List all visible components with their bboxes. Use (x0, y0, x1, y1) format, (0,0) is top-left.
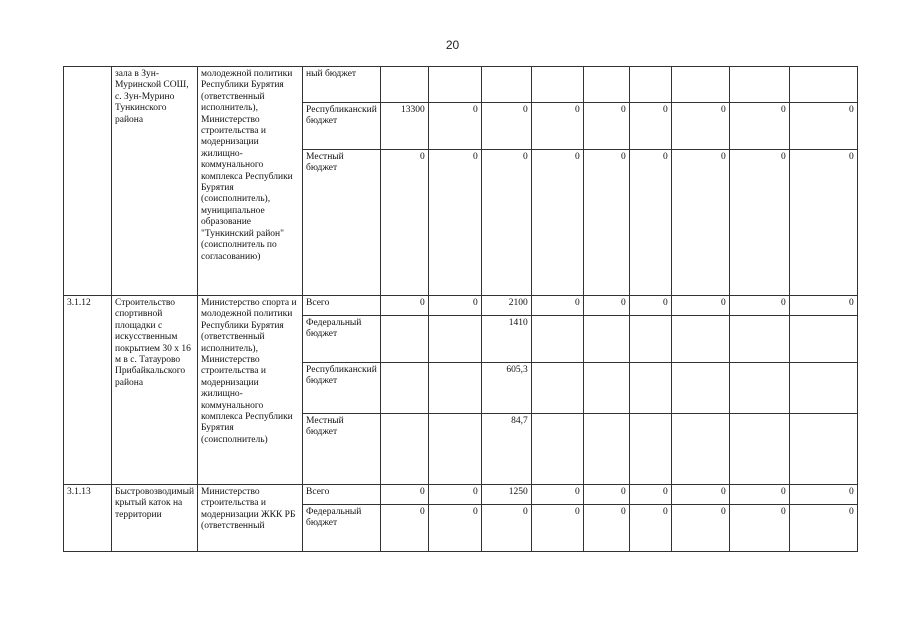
amount-cell: 0 (789, 103, 857, 150)
amount-cell: 0 (671, 103, 729, 150)
measure-name-cell: Строительство спортивной площадки с искусственным покрытием 30 х 16 м в с. Татаурово Прибайкальского района (112, 296, 198, 485)
amount-cell: 0 (729, 296, 789, 316)
amount-cell (428, 316, 481, 363)
amount-cell (729, 316, 789, 363)
amount-cell: 0 (629, 103, 671, 150)
table-row (64, 485, 858, 505)
measure-number-cell (64, 67, 112, 296)
executor-cell: Министерство строительства и модернизации ЖКК РБ (ответственный (198, 485, 303, 552)
amount-cell (428, 363, 481, 414)
executor-cell: Министерство спорта и молодежной политики Республики Бурятия (ответственный исполнитель), Министерство строительства и модернизации жилищно-коммунального комплекса Республики Бурятия (соисполнитель) (198, 296, 303, 485)
amount-cell (729, 67, 789, 103)
amount-cell: 0 (671, 296, 729, 316)
amount-cell: 0 (531, 150, 583, 296)
budget-table (63, 66, 858, 552)
amount-cell: 0 (481, 103, 531, 150)
amount-cell: 13300 (380, 103, 428, 150)
amount-cell (671, 363, 729, 414)
amount-cell: 0 (729, 150, 789, 296)
amount-cell: 0 (481, 150, 531, 296)
amount-cell (789, 363, 857, 414)
amount-cell (531, 67, 583, 103)
amount-cell: 0 (380, 505, 428, 552)
amount-cell: 0 (671, 485, 729, 505)
amount-cell (671, 316, 729, 363)
page-number: 20 (445, 38, 460, 52)
amount-cell: 605,3 (481, 363, 531, 414)
amount-cell: 0 (629, 150, 671, 296)
amount-cell: 0 (789, 485, 857, 505)
amount-cell: 0 (428, 150, 481, 296)
amount-cell: 0 (671, 150, 729, 296)
amount-cell (428, 67, 481, 103)
executor-cell: молодежной политики Республики Бурятия (ответственный исполнитель), Министерство строительства и модернизации жилищно-коммунального комплекса Республики Бурятия (соисполнитель), муниципальное образование "Тункинский район" (соисполнитель по согласованию) (198, 67, 303, 296)
amount-cell: 0 (481, 505, 531, 552)
amount-cell: 0 (583, 296, 629, 316)
amount-cell (380, 363, 428, 414)
amount-cell (789, 414, 857, 485)
amount-cell: 0 (729, 505, 789, 552)
amount-cell (481, 67, 531, 103)
amount-cell: 0 (531, 505, 583, 552)
measure-name-cell: Быстровозводимый крытый каток на территории (112, 485, 198, 552)
amount-cell: 0 (531, 296, 583, 316)
amount-cell (583, 67, 629, 103)
amount-cell (789, 67, 857, 103)
amount-cell: 1410 (481, 316, 531, 363)
amount-cell (583, 316, 629, 363)
funding-source-cell: Местный бюджет (303, 414, 381, 485)
amount-cell: 0 (428, 296, 481, 316)
measure-number-cell: 3.1.13 (64, 485, 112, 552)
funding-source-cell: Местный бюджет (303, 150, 381, 296)
amount-cell: 0 (583, 150, 629, 296)
funding-source-cell: Республиканский бюджет (303, 363, 381, 414)
amount-cell (583, 414, 629, 485)
measure-number-cell: 3.1.12 (64, 296, 112, 485)
amount-cell: 84,7 (481, 414, 531, 485)
amount-cell: 0 (671, 505, 729, 552)
amount-cell (629, 363, 671, 414)
amount-cell: 0 (629, 505, 671, 552)
amount-cell (729, 363, 789, 414)
amount-cell (531, 316, 583, 363)
amount-cell: 0 (531, 103, 583, 150)
amount-cell (380, 67, 428, 103)
amount-cell (671, 414, 729, 485)
amount-cell: 0 (380, 485, 428, 505)
table-row (64, 296, 858, 316)
amount-cell (671, 67, 729, 103)
amount-cell: 0 (380, 296, 428, 316)
funding-source-cell: Федеральный бюджет (303, 316, 381, 363)
amount-cell (629, 67, 671, 103)
amount-cell (583, 363, 629, 414)
amount-cell: 0 (629, 485, 671, 505)
amount-cell (729, 414, 789, 485)
amount-cell (629, 316, 671, 363)
amount-cell: 0 (531, 485, 583, 505)
amount-cell: 0 (789, 505, 857, 552)
amount-cell (629, 414, 671, 485)
amount-cell: 0 (583, 103, 629, 150)
funding-source-cell: Всего (303, 485, 381, 505)
amount-cell: 0 (729, 103, 789, 150)
amount-cell: 0 (789, 296, 857, 316)
amount-cell (380, 414, 428, 485)
funding-source-cell: Республиканский бюджет (303, 103, 381, 150)
amount-cell: 2100 (481, 296, 531, 316)
amount-cell: 0 (428, 485, 481, 505)
amount-cell: 0 (428, 505, 481, 552)
table-row (64, 67, 858, 103)
amount-cell: 0 (583, 505, 629, 552)
funding-source-cell: Всего (303, 296, 381, 316)
amount-cell (789, 316, 857, 363)
amount-cell: 0 (583, 485, 629, 505)
funding-source-cell: ный бюджет (303, 67, 381, 103)
amount-cell: 0 (380, 150, 428, 296)
amount-cell: 1250 (481, 485, 531, 505)
amount-cell (380, 316, 428, 363)
amount-cell (531, 363, 583, 414)
amount-cell: 0 (629, 296, 671, 316)
amount-cell (428, 414, 481, 485)
amount-cell: 0 (729, 485, 789, 505)
funding-source-cell: Федеральный бюджет (303, 505, 381, 552)
amount-cell: 0 (789, 150, 857, 296)
amount-cell: 0 (428, 103, 481, 150)
amount-cell (531, 414, 583, 485)
measure-name-cell: зала в Зун-Муринской СОШ, с. Зун-Мурино Тункинского района (112, 67, 198, 296)
